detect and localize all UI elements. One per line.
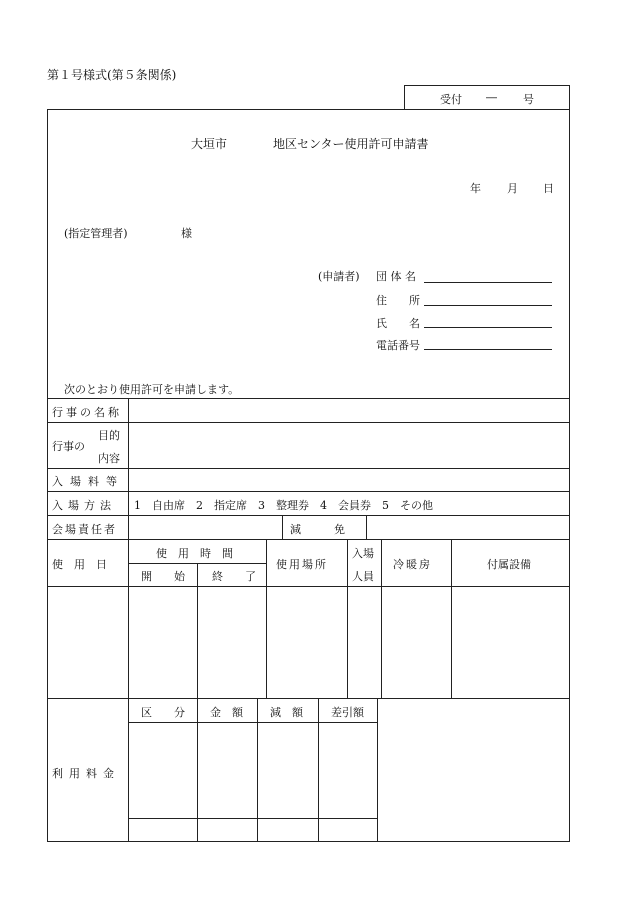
frame-right <box>569 85 570 842</box>
applicant-label: (申請者) <box>318 270 360 283</box>
rule-698 <box>47 698 570 699</box>
fee-divider-1 <box>197 698 198 841</box>
addressee-honorific: 様 <box>181 227 192 240</box>
date-day: 日 <box>543 182 554 195</box>
label-event-purpose-a: 目的 <box>98 429 120 442</box>
request-statement: 次のとおり使用許可を申請します。 <box>64 383 240 396</box>
receipt-dash: ― <box>486 91 497 104</box>
date-year: 年 <box>470 182 481 195</box>
label-event-purpose-prefix: 行事の <box>52 440 85 453</box>
title-name: 地区センター使用許可申請書 <box>273 137 429 151</box>
receipt-box-top <box>404 85 570 86</box>
header-start: 開 始 <box>141 570 185 583</box>
fee-divider-2 <box>257 698 258 841</box>
usage-divider-time-place <box>266 539 267 698</box>
label-exemption: 減 免 <box>290 523 345 536</box>
frame-left <box>47 109 48 842</box>
applicant-phone-field[interactable] <box>424 349 552 350</box>
usage-divider-attendees-heating <box>381 539 382 698</box>
receipt-box-left <box>404 85 405 110</box>
header-amount: 金 額 <box>210 706 243 719</box>
header-reduction: 減 額 <box>270 706 303 719</box>
applicant-org-field[interactable] <box>424 282 552 283</box>
frame-bottom <box>47 841 570 842</box>
header-category: 区 分 <box>141 706 185 719</box>
label-admission-fee: 入場料等 <box>52 475 124 488</box>
header-attendees-b: 人員 <box>352 570 374 583</box>
rule-fee-total <box>128 818 377 819</box>
label-admission-method: 入場方法 <box>52 499 116 512</box>
header-usage-time: 使 用 時 間 <box>156 547 233 560</box>
rule-515 <box>47 515 570 516</box>
rule-491 <box>47 491 570 492</box>
manager-divider-1 <box>282 515 283 539</box>
label-event-name: 行事の名称 <box>52 406 122 419</box>
rule-fee-header <box>128 722 377 723</box>
admission-options: 1 自由席 2 指定席 3 整理券 4 会員券 5 その他 <box>134 499 433 512</box>
form-number: 第１号様式(第５条関係) <box>47 68 177 82</box>
applicant-phone-label: 電話番号 <box>376 339 420 352</box>
label-event-purpose-b: 内容 <box>98 452 120 465</box>
rule-422 <box>47 422 570 423</box>
header-place: 使用場所 <box>276 558 328 571</box>
receipt-label: 受付 <box>440 93 462 106</box>
header-attendees-a: 入場 <box>352 547 374 560</box>
header-end: 終 了 <box>212 570 256 583</box>
usage-divider-heating-equipment <box>451 539 452 698</box>
applicant-address-label: 住 所 <box>376 294 420 307</box>
receipt-suffix: 号 <box>523 93 534 106</box>
applicant-org-label: 団 体 名 <box>376 270 416 283</box>
frame-top <box>47 109 570 110</box>
label-usage-fee: 利用料金 <box>52 767 120 780</box>
label-venue-manager: 会場責任者 <box>52 523 117 536</box>
fee-divider-3 <box>318 698 319 841</box>
header-heating: 冷暖房 <box>393 558 432 571</box>
addressee-label: (指定管理者) <box>64 227 128 240</box>
usage-divider-place-attendees <box>347 539 348 698</box>
date-month: 月 <box>507 182 518 195</box>
rule-586 <box>47 586 570 587</box>
title-city: 大垣市 <box>191 137 228 151</box>
header-equipment: 付属設備 <box>487 558 531 571</box>
rule-539 <box>47 539 570 540</box>
header-usage-date: 使 用 日 <box>52 558 107 571</box>
fee-divider-4 <box>377 698 378 841</box>
applicant-name-field[interactable] <box>424 327 552 328</box>
manager-divider-2 <box>366 515 367 539</box>
rule-468 <box>47 468 570 469</box>
usage-divider-start-end <box>197 563 198 698</box>
applicant-name-label: 氏 名 <box>376 317 420 330</box>
rule-398 <box>47 398 570 399</box>
applicant-address-field[interactable] <box>424 305 552 306</box>
label-column-divider <box>128 398 129 841</box>
header-net: 差引額 <box>331 706 364 719</box>
